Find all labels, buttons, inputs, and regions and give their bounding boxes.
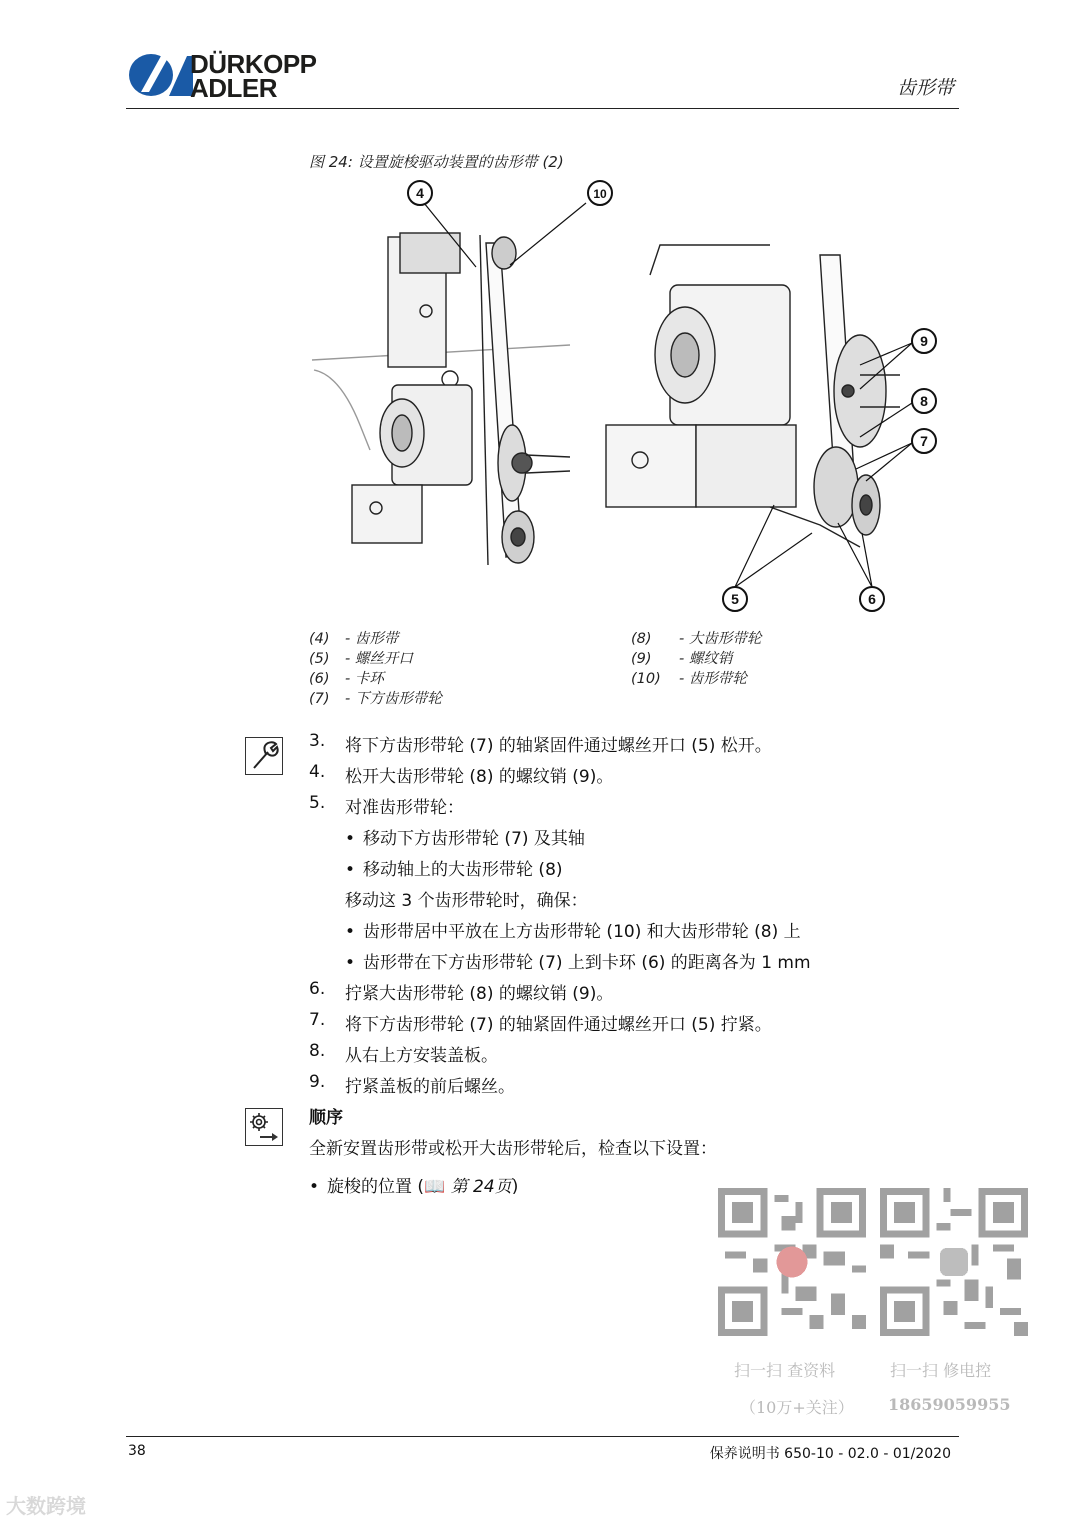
step-8: 8. 从右上方安装盖板。 [309,1041,498,1066]
step-5-bullet: • 移动下方齿形带轮 (7) 及其轴 [345,824,585,849]
watermark-phone: 18659059955 [888,1395,1011,1414]
step-5-note: 移动这 3 个齿形带轮时，确保： [345,891,588,911]
book-icon: 📖 [424,1177,451,1197]
page-number: 38 [128,1443,146,1459]
header-divider [126,108,959,109]
callout-label: 5 [731,591,739,607]
gear-arrow-icon [245,1108,283,1146]
legend-item: (7) - 下方齿形带轮 [309,691,442,707]
watermark-label: 扫一扫 查资料 [734,1361,836,1380]
legend-item: (5) - 螺丝开口 [309,651,413,667]
legend-item: (6) - 卡环 [309,671,384,687]
callout-label: 10 [593,187,607,201]
legend-item: (8) - 大齿形带轮 [631,631,762,647]
legend-item: (10) - 齿形带轮 [631,671,747,687]
belt-drive-illustration [300,175,960,615]
step-5-bullet: • 齿形带在下方齿形带轮 (7) 上到卡环 (6) 的距离各为 1 mm [345,948,811,973]
step-3: 3. 将下方齿形带轮 (7) 的轴紧固件通过螺丝开口 (5) 松开。 [309,731,772,756]
step-4: 4. 松开大齿形带轮 (8) 的螺纹销 (9)。 [309,762,614,787]
legend-item: (4) - 齿形带 [309,631,399,647]
step-5: 5. 对准齿形带轮： [309,793,464,818]
step-6: 6. 拧紧大齿形带轮 (8) 的螺纹销 (9)。 [309,979,614,1004]
step-5-bullet: • 齿形带居中平放在上方齿形带轮 (10) 和大齿形带轮 (8) 上 [345,917,801,942]
callout-label: 8 [920,393,928,409]
callout-label: 9 [920,333,928,349]
corner-watermark: 大数跨境 [6,1494,86,1518]
page-reference-link[interactable]: 第 24页 [450,1177,512,1197]
figure-caption: 图 24: 设置旋梭驱动装置的齿形带 (2) [309,153,564,171]
callout-label: 7 [920,433,928,449]
brand-name-line1: DÜRKOPP [190,49,317,79]
order-bullet: • 旋梭的位置 (📖 第 24页) [309,1172,518,1197]
section-title: 齿形带 [896,77,954,99]
qr-code-watermark [718,1188,866,1336]
document-reference: 保养说明书 650-10 - 02.0 - 01/2020 [709,1446,951,1462]
figure-legend-left [309,629,442,709]
step-9: 9. 拧紧盖板的前后螺丝。 [309,1072,515,1097]
watermark-label: 扫一扫 修电控 [890,1361,992,1380]
figure-legend-right [631,629,761,689]
footer-divider [126,1436,959,1437]
legend-item: (9) - 螺纹销 [631,651,733,667]
wrench-icon [245,737,283,775]
order-description: 全新安置齿形带或松开大齿形带轮后，检查以下设置： [309,1139,717,1159]
step-5-bullet: • 移动轴上的大齿形带轮 (8) [345,855,563,880]
order-heading: 顺序 [309,1108,343,1128]
step-7: 7. 将下方齿形带轮 (7) 的轴紧固件通过螺丝开口 (5) 拧紧。 [309,1010,772,1035]
callout-label: 4 [416,185,424,201]
brand-name-line2: ADLER [190,73,278,103]
left-view-drawing [312,233,570,565]
callout-label: 6 [868,591,876,607]
qr-code-watermark [880,1188,1028,1336]
right-view-drawing [606,245,900,547]
watermark-label: （10万+关注） [740,1398,854,1417]
